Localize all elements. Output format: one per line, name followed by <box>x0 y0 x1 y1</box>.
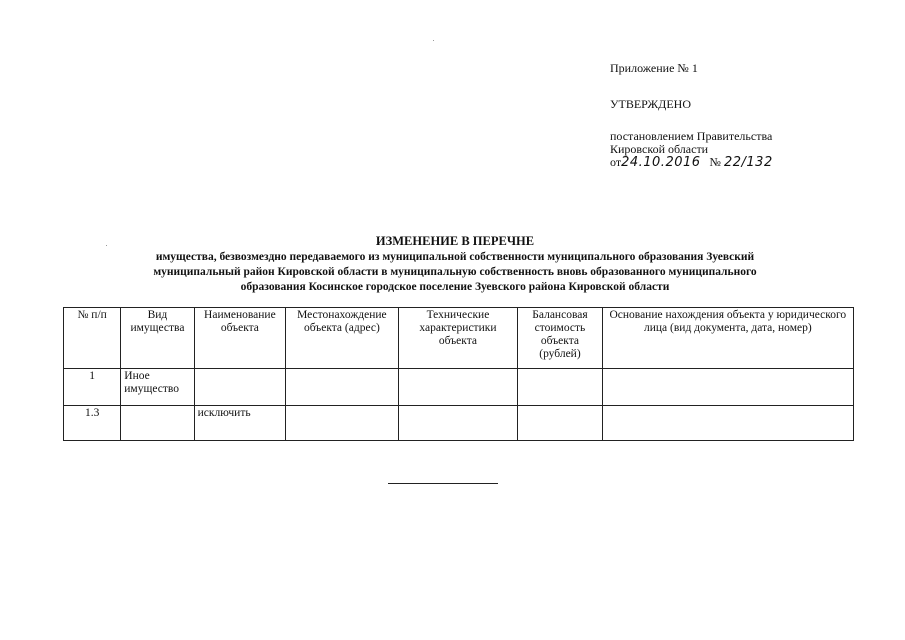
document-title <box>105 234 805 294</box>
property-table <box>63 307 854 441</box>
decree-date-line <box>610 156 773 169</box>
from-label: от <box>610 155 622 169</box>
cell-tech-specs <box>398 369 518 406</box>
title-line-2: муниципальный район Кировской области в муниципальную собственность вновь образованного муниципального <box>153 266 757 278</box>
cell-location <box>286 406 399 441</box>
header-number: № п/п <box>64 308 121 369</box>
approved-label: УТВЕРЖДЕНО <box>610 97 692 111</box>
number-label: № <box>709 155 721 169</box>
cell-property-type <box>121 406 194 441</box>
handwritten-number: 22/132 <box>723 155 773 170</box>
header-location: Местонахождение объекта (адрес) <box>286 308 399 369</box>
closing-divider <box>388 483 498 484</box>
table-header-row <box>64 308 854 369</box>
cell-book-value <box>518 406 602 441</box>
cell-number: 1.3 <box>64 406 121 441</box>
scan-speck <box>106 245 107 246</box>
cell-number: 1 <box>64 369 121 406</box>
scan-speck <box>433 40 434 41</box>
header-book-value: Балансовая стоимость объекта (рублей) <box>518 308 602 369</box>
cell-book-value <box>518 369 602 406</box>
title-line-3: образования Косинское городское поселение Зуевского района Кировской области <box>240 281 670 293</box>
decree-line-1: постановлением Правительства <box>610 129 773 143</box>
header-object-name: Наименование объекта <box>194 308 285 369</box>
cell-legal-basis <box>602 369 853 406</box>
cell-legal-basis <box>602 406 853 441</box>
header-tech-specs: Технические характеристики объекта <box>398 308 518 369</box>
header-property-type: Вид имущества <box>121 308 194 369</box>
title-main: ИЗМЕНЕНИЕ В ПЕРЕЧНЕ <box>375 234 535 248</box>
appendix-label: Приложение № 1 <box>610 61 698 75</box>
table-row <box>64 369 854 406</box>
cell-object-name: исключить <box>194 406 285 441</box>
cell-object-name <box>194 369 285 406</box>
decree-line-2: Кировской области <box>610 142 709 156</box>
header-legal-basis: Основание нахождения объекта у юридического лица (вид документа, дата, номер) <box>602 308 853 369</box>
handwritten-date: 24.10.2016 <box>621 155 701 170</box>
table-row <box>64 406 854 441</box>
approval-block <box>610 62 773 169</box>
cell-location <box>286 369 399 406</box>
cell-property-type: Иное имущество <box>121 369 194 406</box>
title-line-1: имущества, безвозмездно передаваемого из муниципальной собственности муниципального образования Зуевский <box>155 251 755 263</box>
cell-tech-specs <box>398 406 518 441</box>
